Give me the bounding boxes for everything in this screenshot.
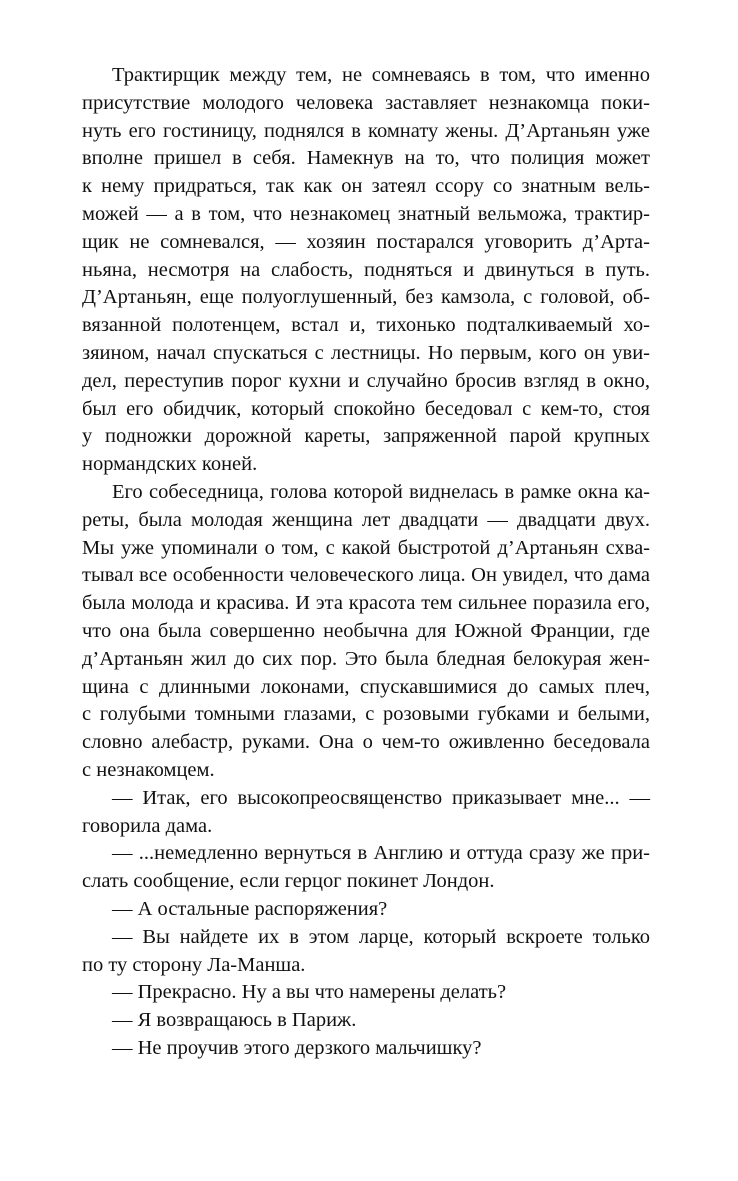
text-line: с голубыми томными глазами, с розовыми губками и белыми, [82, 703, 650, 726]
text-line: щина с длинными локонами, спускавшимися до самых плеч, [82, 675, 650, 698]
text-line: нуть его гостиницу, поднялся в комнату жены. Д’Артаньян уже [82, 119, 650, 142]
text-line: к нему придраться, так как он затеял ссору со знатным вель- [82, 175, 650, 198]
dialogue-paragraph [82, 896, 650, 924]
text-line: вязанной полотенцем, встал и, тихонько подталкиваемый хо- [82, 314, 650, 337]
text-line: у подножки дорожной кареты, запряженной парой крупных [82, 425, 650, 448]
paragraph [82, 479, 650, 785]
text-line: по ту сторону Ла-Манша. [82, 953, 306, 976]
text-line: с незнакомцем. [82, 758, 215, 781]
text-line: щик не сомневался, — хозяин постарался уговорить д’Арта- [82, 230, 650, 253]
text-line: — Итак, его высокопреосвященство приказывает мне... — [112, 786, 650, 809]
text-line: — Я возвращаюсь в Париж. [112, 1009, 357, 1032]
text-line: — А остальные распоряжения? [112, 897, 388, 920]
text-line: — Вы найдете их в этом ларце, который вскроете только [112, 925, 650, 948]
dialogue-paragraph [82, 785, 650, 841]
text-line: словно алебастр, руками. Она о чем-то оживленно беседовала [82, 731, 650, 754]
text-line: можей — а в том, что незнакомец знатный вельможа, трактир- [82, 202, 650, 225]
text-line: что она была совершенно необычна для Южной Франции, где [82, 619, 650, 642]
text-line: Д’Артаньян, еще полуоглушенный, без камзола, с головой, об- [82, 286, 650, 309]
text-line: тывал все особенности человеческого лица. Он увидел, что дама [82, 564, 650, 587]
dialogue-paragraph [82, 1035, 650, 1063]
paragraph [82, 62, 650, 479]
book-page [82, 62, 650, 1063]
text-line: зяином, начал спускаться с лестницы. Но первым, кого он уви- [82, 341, 650, 364]
dialogue-paragraph [82, 1007, 650, 1035]
text-line: — Не проучив этого дерзкого мальчишку? [112, 1036, 482, 1059]
text-line: дел, переступив порог кухни и случайно бросив взгляд в окно, [82, 369, 650, 392]
dialogue-paragraph [82, 840, 650, 896]
text-line: слать сообщение, если герцог покинет Лондон. [82, 870, 495, 893]
text-line: ньяна, несмотря на слабость, подняться и двинуться в путь. [82, 258, 650, 281]
text-line: был его обидчик, который спокойно беседовал с кем-то, стоя [82, 397, 650, 420]
text-line: — Прекрасно. Ну а вы что намерены делать? [112, 981, 507, 1004]
text-line: Мы уже упоминали о том, с какой быстротой д’Артаньян схва- [82, 536, 650, 559]
text-line: присутствие молодого человека заставляет незнакомца поки- [82, 91, 650, 114]
dialogue-paragraph [82, 924, 650, 980]
text-line: Трактирщик между тем, не сомневаясь в том, что именно [112, 64, 650, 86]
text-line: нормандских коней. [82, 453, 258, 476]
text-line: Его собеседница, голова которой виднелась в рамке окна ка- [112, 480, 650, 503]
text-line: — ...немедленно вернуться в Англию и оттуда сразу же при- [112, 842, 650, 865]
text-line: д’Артаньян жил до сих пор. Это была бледная белокурая жен- [82, 647, 650, 670]
text-line: вполне пришел в себя. Намекнув на то, что полиция может [82, 147, 650, 170]
text-line: говорила дама. [82, 814, 213, 837]
text-line: реты, была молодая женщина лет двадцати — двадцати двух. [82, 508, 650, 531]
dialogue-paragraph [82, 979, 650, 1007]
text-line: была молода и красива. И эта красота тем сильнее поразила его, [82, 592, 650, 615]
